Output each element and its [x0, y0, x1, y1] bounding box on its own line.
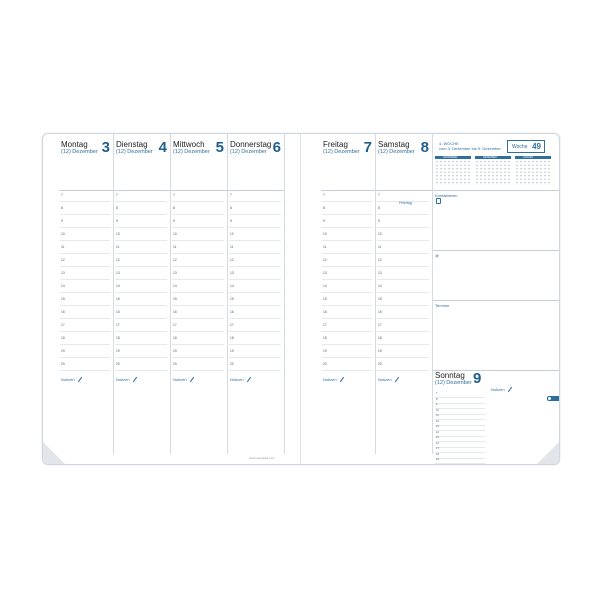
hour-label: 20 — [116, 362, 120, 366]
day-number: 8 — [420, 139, 429, 156]
sunday-header — [433, 371, 489, 389]
mini-calendar-november — [435, 156, 471, 184]
day-name: Sonntag — [435, 371, 465, 380]
hour-row[interactable] — [377, 205, 429, 215]
day-name: Donnerstag — [230, 140, 272, 149]
hour-label: 13 — [116, 271, 120, 275]
day-column-wednesday — [171, 134, 228, 454]
pen-icon — [246, 377, 250, 382]
hour-label: 8 — [323, 206, 325, 210]
notes-label: Notizen — [378, 377, 400, 382]
hour-label: 16 — [173, 310, 177, 314]
hour-row[interactable] — [229, 322, 281, 332]
hour-row[interactable] — [115, 270, 167, 280]
hour-label: 14 — [116, 284, 120, 288]
hour-label: 10 — [323, 232, 327, 236]
hour-label: 14 — [173, 284, 177, 288]
hour-row[interactable] — [60, 283, 110, 293]
hour-label: 16 — [378, 310, 382, 314]
hour-label: 19 — [61, 349, 65, 353]
hour-label: 11 — [173, 245, 177, 249]
hour-row[interactable] — [60, 205, 110, 215]
day-header — [114, 134, 170, 191]
hour-label: 9 — [116, 219, 118, 223]
hour-label: 14 — [436, 430, 439, 434]
hour-label: 15 — [116, 297, 120, 301]
pen-icon — [507, 387, 511, 392]
hour-label: 11 — [230, 245, 234, 249]
hour-row[interactable] — [60, 192, 110, 202]
contacts-section — [433, 190, 559, 251]
hour-label: 20 — [323, 362, 327, 366]
pen-icon — [189, 377, 193, 382]
day-name: Mittwoch — [173, 140, 205, 149]
hour-label: 7 — [323, 193, 325, 197]
hour-row[interactable] — [377, 231, 429, 241]
hour-label: 14 — [230, 284, 234, 288]
hour-row[interactable] — [172, 335, 224, 345]
mini-month-label: JANUAR — [523, 156, 534, 159]
hour-label: 7 — [436, 392, 438, 395]
hour-label: 20 — [173, 362, 177, 366]
hour-label: 18 — [61, 336, 65, 340]
hour-row[interactable] — [115, 348, 167, 358]
hour-row[interactable] — [60, 257, 110, 267]
day-month: (12) Dezember — [435, 380, 472, 386]
hour-row[interactable] — [172, 218, 224, 228]
hour-row[interactable] — [229, 335, 281, 345]
hour-label: 13 — [173, 271, 177, 275]
hour-row[interactable] — [377, 270, 429, 280]
day-month: (12) Dezember — [378, 149, 415, 155]
pen-icon — [339, 377, 343, 382]
hour-row[interactable] — [229, 283, 281, 293]
day-month: (12) Dezember — [323, 149, 360, 155]
day-header — [376, 134, 432, 191]
day-number: 3 — [101, 139, 110, 156]
hour-label: 16 — [230, 310, 234, 314]
day-month: (12) Dezember — [230, 149, 267, 155]
day-name: Freitag — [323, 140, 348, 149]
hour-label: 19 — [323, 349, 327, 353]
hour-label: 8 — [436, 397, 438, 401]
hour-row[interactable] — [172, 231, 224, 241]
hour-row[interactable] — [60, 231, 110, 241]
day-number: 9 — [473, 370, 482, 387]
hour-row[interactable] — [229, 231, 281, 241]
hour-label: 11 — [116, 245, 120, 249]
contacts-label: Kontaktieren — [435, 193, 458, 198]
hour-label: 11 — [436, 414, 439, 417]
hour-label: 15 — [173, 297, 177, 301]
hour-label: 10 — [116, 232, 120, 236]
hour-label: 18 — [116, 336, 120, 340]
hour-row[interactable] — [115, 244, 167, 254]
hour-row[interactable] — [115, 361, 167, 371]
hour-label: 18 — [436, 452, 439, 456]
day-column-saturday — [376, 134, 433, 454]
hour-label: 18 — [230, 336, 234, 340]
hour-row[interactable] — [115, 296, 167, 306]
hour-row[interactable] — [377, 218, 429, 228]
hour-label: 10 — [173, 232, 177, 236]
day-month: (12) Dezember — [61, 149, 98, 155]
hour-label: 10 — [436, 408, 439, 412]
phone-icon — [436, 198, 441, 204]
hour-label: 14 — [323, 284, 327, 288]
hour-row[interactable] — [377, 309, 429, 319]
hour-label: 13 — [230, 271, 234, 275]
hour-row[interactable] — [322, 270, 372, 280]
hour-label: 15 — [323, 297, 327, 301]
hour-row[interactable] — [172, 205, 224, 215]
hour-row[interactable] — [60, 270, 110, 280]
pen-icon — [77, 377, 81, 382]
hour-label: 12 — [378, 258, 382, 262]
hour-row[interactable] — [322, 335, 372, 345]
hour-label: 14 — [378, 284, 382, 288]
hour-row[interactable] — [172, 296, 224, 306]
hour-label: 16 — [116, 310, 120, 314]
hour-label: 13 — [378, 271, 382, 275]
email-section — [433, 250, 559, 301]
hour-row[interactable] — [377, 361, 429, 371]
hour-label: 10 — [378, 232, 382, 236]
sunday-notes-label: Notizen — [491, 387, 513, 392]
hour-label: 9 — [61, 219, 63, 223]
hour-row[interactable] — [229, 348, 281, 358]
hour-row[interactable] — [60, 335, 110, 345]
hour-row[interactable] — [229, 309, 281, 319]
week-title — [439, 141, 501, 151]
hour-label: 15 — [230, 297, 234, 301]
hour-label: 7 — [116, 193, 118, 197]
hour-row[interactable] — [377, 348, 429, 358]
hour-label: 15 — [378, 297, 382, 301]
day-column-friday — [321, 134, 376, 454]
hour-label: 19 — [230, 349, 234, 353]
hour-label: 11 — [323, 245, 327, 249]
hour-label: 11 — [61, 245, 65, 249]
day-name: Dienstag — [116, 140, 148, 149]
hour-row[interactable] — [377, 322, 429, 332]
hour-label: 8 — [61, 206, 63, 210]
hour-row[interactable] — [377, 244, 429, 254]
hour-label: 9 — [378, 219, 380, 223]
day-number: 5 — [215, 139, 224, 156]
notes-label: Notizen — [173, 377, 195, 382]
mini-calendar-january — [515, 156, 551, 184]
hour-label: 20 — [230, 362, 234, 366]
hour-label: 8 — [378, 206, 380, 210]
hour-row[interactable] — [322, 257, 372, 267]
hour-label: 16 — [323, 310, 327, 314]
hour-row[interactable] — [172, 270, 224, 280]
hour-row[interactable] — [172, 348, 224, 358]
mini-month-label: NOVEMBER — [443, 156, 458, 159]
hour-row[interactable] — [229, 361, 281, 371]
hour-row[interactable] — [322, 192, 372, 202]
hour-row[interactable] — [377, 283, 429, 293]
week-number: 49 — [532, 142, 541, 151]
week-overview-panel — [433, 134, 559, 464]
hour-label: 10 — [61, 232, 65, 236]
hour-label: 17 — [436, 447, 439, 450]
notes-label: Notizen — [61, 377, 83, 382]
hour-row[interactable] — [229, 296, 281, 306]
hour-row[interactable] — [60, 244, 110, 254]
hour-label: 19 — [173, 349, 177, 353]
day-header — [171, 134, 227, 191]
hour-label: 14 — [61, 284, 65, 288]
day-number: 7 — [363, 139, 372, 156]
hour-row[interactable] — [60, 309, 110, 319]
hour-label: 18 — [173, 336, 177, 340]
hour-row[interactable] — [229, 257, 281, 267]
hour-row[interactable] — [322, 309, 372, 319]
hour-row[interactable] — [322, 322, 372, 332]
hour-label: 16 — [61, 310, 65, 314]
hour-label: 18 — [323, 336, 327, 340]
hour-label: 19 — [378, 349, 382, 353]
hour-label: 12 — [173, 258, 177, 262]
hour-row[interactable] — [115, 231, 167, 241]
hour-label: 17 — [230, 323, 234, 327]
hour-row[interactable] — [322, 296, 372, 306]
hour-label: 19 — [116, 349, 120, 353]
termine-section — [433, 300, 559, 371]
hour-label: 17 — [323, 323, 327, 327]
hour-label: 8 — [173, 206, 175, 210]
hour-row[interactable] — [229, 270, 281, 280]
hour-row[interactable] — [377, 296, 429, 306]
hour-row[interactable] — [60, 296, 110, 306]
hour-label: 19 — [436, 458, 439, 461]
hour-label: 7 — [230, 193, 232, 197]
planner-spread — [42, 133, 560, 465]
week-box — [507, 140, 545, 153]
hour-row[interactable] — [115, 335, 167, 345]
notes-label: Notizen — [323, 377, 345, 382]
hour-label: 9 — [173, 219, 175, 223]
hour-row[interactable] — [322, 218, 372, 228]
center-binding — [300, 134, 301, 464]
hour-row[interactable] — [229, 205, 281, 215]
hour-label: 20 — [61, 362, 65, 366]
day-month: (12) Dezember — [116, 149, 153, 155]
hour-row[interactable] — [172, 244, 224, 254]
hour-label: 15 — [61, 297, 65, 301]
notes-label: Notizen — [230, 377, 252, 382]
hour-row[interactable] — [115, 192, 167, 202]
day-month: (12) Dezember — [173, 149, 210, 155]
hour-row[interactable] — [229, 218, 281, 228]
hour-label: 17 — [116, 323, 120, 327]
week-title-line2: vom 3. Dezember bis 9. Dezember — [439, 146, 501, 151]
hour-label: 7 — [173, 193, 175, 197]
hour-row[interactable] — [60, 361, 110, 371]
day-header — [59, 134, 113, 191]
hour-label: 12 — [116, 258, 120, 262]
hour-label: 17 — [61, 323, 65, 327]
hour-label: 7 — [378, 193, 380, 197]
website-footer: www.quovadis.com — [249, 456, 275, 460]
at-icon: @ — [435, 253, 440, 258]
hour-row[interactable] — [60, 218, 110, 228]
hour-label: 20 — [378, 362, 382, 366]
notes-label: Notizen — [116, 377, 138, 382]
hour-row[interactable] — [229, 244, 281, 254]
hour-row[interactable] — [322, 348, 372, 358]
hour-row[interactable] — [115, 218, 167, 228]
hour-row[interactable] — [115, 283, 167, 293]
day-number: 6 — [272, 139, 281, 156]
hour-row[interactable] — [115, 205, 167, 215]
mini-calendar-december — [475, 156, 511, 184]
week-title-line1: 4. WOCHE — [439, 141, 459, 146]
hour-label: 10 — [230, 232, 234, 236]
hour-label: 12 — [436, 419, 439, 423]
hour-row[interactable] — [172, 192, 224, 202]
day-column-thursday — [228, 134, 285, 454]
day-header — [228, 134, 284, 191]
hour-row[interactable] — [172, 361, 224, 371]
hour-label: 12 — [61, 258, 65, 262]
hour-row[interactable] — [435, 464, 485, 466]
day-number: 4 — [158, 139, 167, 156]
hour-label: 9 — [230, 219, 232, 223]
hour-row[interactable] — [115, 309, 167, 319]
holiday-label: Feiertag — [399, 201, 412, 205]
hour-label: 8 — [230, 206, 232, 210]
hour-row[interactable] — [60, 348, 110, 358]
hour-label: 18 — [378, 336, 382, 340]
hour-row[interactable] — [322, 361, 372, 371]
hour-row[interactable] — [115, 322, 167, 332]
hour-label: 8 — [116, 206, 118, 210]
hour-label: 13 — [61, 271, 65, 275]
hour-row[interactable] — [377, 335, 429, 345]
hour-label: 13 — [323, 271, 327, 275]
hour-row[interactable] — [172, 322, 224, 332]
mini-month-label: DEZEMBER — [483, 156, 497, 159]
day-column-monday — [59, 134, 114, 454]
hour-label: 15 — [436, 436, 439, 439]
hour-row[interactable] — [322, 205, 372, 215]
hour-label: 12 — [323, 258, 327, 262]
hour-label: 12 — [230, 258, 234, 262]
hour-row[interactable] — [172, 257, 224, 267]
hour-row[interactable] — [322, 244, 372, 254]
hour-label: 20 — [436, 463, 439, 465]
pen-icon — [132, 377, 136, 382]
day-name: Samstag — [378, 140, 410, 149]
hour-label: 11 — [378, 245, 382, 249]
hour-label: 17 — [378, 323, 382, 327]
hour-label: 9 — [323, 219, 325, 223]
hour-row[interactable] — [60, 322, 110, 332]
hour-row[interactable] — [172, 309, 224, 319]
hour-row[interactable] — [229, 192, 281, 202]
hour-label: 13 — [436, 425, 439, 428]
pen-icon — [394, 377, 398, 382]
day-header — [321, 134, 375, 191]
hour-label: 9 — [436, 403, 438, 406]
hour-row[interactable] — [377, 257, 429, 267]
hour-label: 16 — [436, 441, 439, 445]
hour-row[interactable] — [172, 283, 224, 293]
hour-row[interactable] — [115, 257, 167, 267]
hour-row[interactable] — [322, 283, 372, 293]
hour-label: 17 — [173, 323, 177, 327]
termine-label: Termine — [435, 303, 450, 308]
day-name: Montag — [61, 140, 88, 149]
hour-label: 7 — [61, 193, 63, 197]
hour-row[interactable] — [322, 231, 372, 241]
day-column-tuesday — [114, 134, 171, 454]
week-label: Woche — [512, 144, 528, 150]
